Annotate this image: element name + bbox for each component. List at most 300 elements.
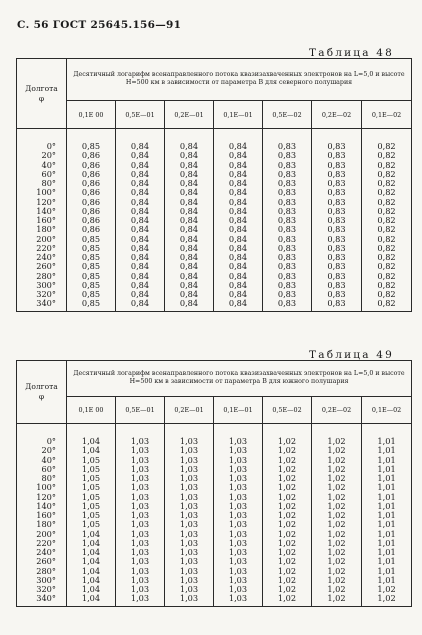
value-cell: 1,01 [362, 511, 412, 520]
value-cell: 0,84 [165, 188, 214, 197]
table-row [17, 179, 412, 188]
table-row [17, 576, 412, 585]
table-row [17, 502, 412, 511]
value-cell: 1,03 [214, 520, 263, 529]
value-cell: 0,83 [263, 244, 312, 253]
param-header: 0,1E—01 [214, 101, 263, 129]
value-cell: 0,84 [116, 235, 165, 244]
value-cell: 0,82 [362, 170, 412, 179]
value-cell: 0,83 [312, 262, 362, 271]
value-cell: 0,82 [362, 198, 412, 207]
value-cell: 1,02 [263, 557, 312, 566]
value-cell: 1,04 [67, 557, 116, 566]
value-cell: 1,02 [312, 446, 362, 455]
longitude-cell: 180° [17, 520, 67, 529]
value-cell: 0,84 [116, 198, 165, 207]
longitude-cell: 0° [17, 424, 67, 447]
value-cell: 1,01 [362, 465, 412, 474]
value-cell: 1,03 [116, 539, 165, 548]
value-cell: 0,83 [312, 235, 362, 244]
table-row [17, 511, 412, 520]
value-cell: 1,03 [116, 576, 165, 585]
table-row [17, 493, 412, 502]
value-cell: 0,83 [312, 207, 362, 216]
value-cell: 1,03 [165, 474, 214, 483]
value-cell: 1,03 [214, 530, 263, 539]
longitude-cell: 100° [17, 188, 67, 197]
value-cell: 1,02 [263, 511, 312, 520]
value-cell: 0,84 [165, 170, 214, 179]
value-cell: 1,01 [362, 520, 412, 529]
value-cell: 1,02 [263, 585, 312, 594]
value-cell: 0,86 [67, 179, 116, 188]
param-header: 0,5E—01 [116, 101, 165, 129]
value-cell: 1,01 [362, 424, 412, 447]
value-cell: 0,84 [116, 179, 165, 188]
table-49-grid [16, 360, 412, 607]
value-cell: 1,01 [362, 530, 412, 539]
value-cell: 0,82 [362, 262, 412, 271]
value-cell: 0,82 [362, 188, 412, 197]
value-cell: 1,03 [165, 585, 214, 594]
value-cell: 1,02 [263, 594, 312, 606]
value-cell: 1,01 [362, 567, 412, 576]
value-cell: 0,85 [67, 290, 116, 299]
value-cell: 0,83 [263, 151, 312, 160]
longitude-header [17, 59, 67, 129]
value-cell: 0,83 [312, 244, 362, 253]
value-cell: 1,03 [116, 456, 165, 465]
value-cell: 1,02 [263, 474, 312, 483]
longitude-cell: 200° [17, 530, 67, 539]
value-cell: 1,05 [67, 493, 116, 502]
value-cell: 1,03 [165, 511, 214, 520]
value-cell: 0,83 [312, 179, 362, 188]
longitude-cell: 320° [17, 290, 67, 299]
longitude-cell: 300° [17, 281, 67, 290]
table-row [17, 216, 412, 225]
value-cell: 0,85 [67, 299, 116, 311]
value-cell: 0,83 [312, 290, 362, 299]
longitude-cell: 60° [17, 170, 67, 179]
value-cell: 0,84 [165, 129, 214, 152]
param-header: 0,1E—01 [214, 397, 263, 424]
table-row [17, 530, 412, 539]
table-48-title: Таблица 48 [309, 47, 394, 59]
value-cell: 0,84 [214, 281, 263, 290]
value-cell: 0,84 [214, 161, 263, 170]
longitude-cell: 100° [17, 483, 67, 492]
param-header: 0,1E 00 [67, 397, 116, 424]
value-cell: 1,02 [263, 548, 312, 557]
longitude-cell: 160° [17, 216, 67, 225]
table-row [17, 151, 412, 160]
value-cell: 1,02 [312, 465, 362, 474]
value-cell: 0,84 [214, 198, 263, 207]
value-cell: 0,83 [263, 161, 312, 170]
value-cell: 1,02 [312, 456, 362, 465]
value-cell: 1,04 [67, 424, 116, 447]
value-cell: 1,03 [165, 483, 214, 492]
value-cell: 0,82 [362, 161, 412, 170]
value-cell: 1,03 [165, 493, 214, 502]
value-cell: 1,03 [116, 567, 165, 576]
longitude-cell: 280° [17, 567, 67, 576]
value-cell: 0,85 [67, 129, 116, 152]
value-cell: 1,03 [116, 520, 165, 529]
value-cell: 0,84 [116, 188, 165, 197]
value-cell: 1,03 [116, 474, 165, 483]
value-cell: 0,84 [116, 262, 165, 271]
value-cell: 0,84 [165, 161, 214, 170]
value-cell: 0,84 [214, 216, 263, 225]
value-cell: 0,84 [165, 151, 214, 160]
value-cell: 1,03 [116, 548, 165, 557]
value-cell: 0,85 [67, 272, 116, 281]
value-cell: 1,04 [67, 585, 116, 594]
longitude-cell: 340° [17, 594, 67, 606]
table-row [17, 129, 412, 152]
value-cell: 1,02 [312, 530, 362, 539]
value-cell: 1,02 [312, 511, 362, 520]
value-cell: 0,84 [165, 179, 214, 188]
value-cell: 0,84 [214, 290, 263, 299]
table-caption: Десятичный логарифм всенаправленного потока квазизахваченных электронов на L=5,0 и высоте H=500 км в зависимости от параметра B для южного полушария [67, 361, 412, 397]
value-cell: 0,82 [362, 253, 412, 262]
table-row [17, 424, 412, 447]
table-row [17, 198, 412, 207]
value-cell: 0,83 [263, 179, 312, 188]
value-cell: 1,03 [214, 548, 263, 557]
value-cell: 1,02 [263, 424, 312, 447]
value-cell: 0,82 [362, 129, 412, 152]
value-cell: 0,84 [116, 216, 165, 225]
value-cell: 1,04 [67, 539, 116, 548]
value-cell: 1,02 [263, 483, 312, 492]
value-cell: 1,04 [67, 548, 116, 557]
param-header: 0,1E—02 [362, 101, 412, 129]
table-row [17, 465, 412, 474]
value-cell: 0,84 [116, 151, 165, 160]
value-cell: 0,84 [165, 262, 214, 271]
value-cell: 1,05 [67, 465, 116, 474]
value-cell: 1,03 [165, 594, 214, 606]
value-cell: 0,84 [116, 281, 165, 290]
value-cell: 0,83 [263, 216, 312, 225]
value-cell: 1,02 [312, 557, 362, 566]
longitude-cell: 0° [17, 129, 67, 152]
value-cell: 0,85 [67, 253, 116, 262]
value-cell: 0,84 [116, 129, 165, 152]
value-cell: 0,83 [263, 198, 312, 207]
value-cell: 1,03 [214, 585, 263, 594]
value-cell: 1,03 [165, 539, 214, 548]
value-cell: 1,02 [312, 502, 362, 511]
value-cell: 0,84 [165, 290, 214, 299]
value-cell: 0,83 [312, 299, 362, 311]
value-cell: 1,02 [263, 576, 312, 585]
value-cell: 0,84 [165, 235, 214, 244]
value-cell: 1,03 [214, 539, 263, 548]
value-cell: 0,83 [263, 129, 312, 152]
value-cell: 0,83 [263, 225, 312, 234]
value-cell: 0,84 [165, 253, 214, 262]
param-header: 0,5E—02 [263, 397, 312, 424]
value-cell: 0,82 [362, 299, 412, 311]
value-cell: 0,84 [165, 299, 214, 311]
value-cell: 1,03 [165, 530, 214, 539]
value-cell: 0,84 [116, 290, 165, 299]
value-cell: 0,86 [67, 225, 116, 234]
value-cell: 1,03 [116, 465, 165, 474]
value-cell: 1,03 [165, 446, 214, 455]
value-cell: 0,84 [165, 216, 214, 225]
longitude-cell: 60° [17, 465, 67, 474]
param-header: 0,2E—01 [165, 397, 214, 424]
value-cell: 0,84 [214, 299, 263, 311]
longitude-cell: 180° [17, 225, 67, 234]
value-cell: 0,84 [165, 281, 214, 290]
value-cell: 1,04 [67, 530, 116, 539]
value-cell: 1,02 [263, 567, 312, 576]
value-cell: 1,03 [165, 548, 214, 557]
value-cell: 0,83 [263, 299, 312, 311]
value-cell: 1,03 [214, 567, 263, 576]
value-cell: 1,03 [165, 576, 214, 585]
value-cell: 1,02 [312, 594, 362, 606]
table-row [17, 548, 412, 557]
value-cell: 0,84 [214, 170, 263, 179]
value-cell: 0,86 [67, 188, 116, 197]
value-cell: 1,01 [362, 539, 412, 548]
longitude-cell: 340° [17, 299, 67, 311]
table-48-grid [16, 58, 412, 312]
value-cell: 0,83 [312, 253, 362, 262]
value-cell: 0,84 [214, 129, 263, 152]
value-cell: 1,02 [263, 502, 312, 511]
value-cell: 0,82 [362, 179, 412, 188]
value-cell: 1,03 [214, 483, 263, 492]
value-cell: 1,03 [214, 511, 263, 520]
value-cell: 0,84 [214, 235, 263, 244]
param-header: 0,2E—01 [165, 101, 214, 129]
value-cell: 1,03 [116, 502, 165, 511]
value-cell: 1,02 [312, 585, 362, 594]
value-cell: 0,83 [312, 161, 362, 170]
table-48-body [17, 129, 412, 312]
value-cell: 1,02 [312, 424, 362, 447]
value-cell: 0,83 [263, 290, 312, 299]
longitude-cell: 320° [17, 585, 67, 594]
param-header: 0,5E—02 [263, 101, 312, 129]
value-cell: 0,86 [67, 161, 116, 170]
value-cell: 1,03 [165, 567, 214, 576]
value-cell: 1,01 [362, 493, 412, 502]
value-cell: 1,01 [362, 548, 412, 557]
table-49-body [17, 424, 412, 607]
value-cell: 1,02 [263, 465, 312, 474]
value-cell: 0,86 [67, 207, 116, 216]
value-cell: 1,03 [116, 530, 165, 539]
table-row [17, 539, 412, 548]
value-cell: 1,03 [116, 424, 165, 447]
value-cell: 1,03 [165, 456, 214, 465]
value-cell: 1,05 [67, 520, 116, 529]
value-cell: 1,03 [214, 424, 263, 447]
table-row [17, 235, 412, 244]
longitude-cell: 140° [17, 502, 67, 511]
longitude-cell: 20° [17, 151, 67, 160]
table-49 [16, 360, 411, 607]
value-cell: 0,83 [312, 225, 362, 234]
value-cell: 1,02 [312, 474, 362, 483]
table-row [17, 290, 412, 299]
value-cell: 1,01 [362, 576, 412, 585]
value-cell: 0,85 [67, 262, 116, 271]
longitude-cell: 40° [17, 456, 67, 465]
table-caption: Десятичный логарифм всенаправленного потока квазизахваченных электронов на L=5,0 и высоте H=500 км в зависимости от параметра B для северного полушария [67, 59, 412, 101]
value-cell: 1,03 [165, 502, 214, 511]
value-cell: 0,86 [67, 198, 116, 207]
longitude-cell: 260° [17, 557, 67, 566]
table-row [17, 188, 412, 197]
value-cell: 0,84 [165, 207, 214, 216]
value-cell: 0,84 [165, 244, 214, 253]
value-cell: 0,82 [362, 244, 412, 253]
value-cell: 1,02 [312, 539, 362, 548]
value-cell: 0,86 [67, 170, 116, 179]
value-cell: 1,02 [362, 585, 412, 594]
value-cell: 1,03 [214, 446, 263, 455]
longitude-cell: 260° [17, 262, 67, 271]
value-cell: 0,83 [263, 281, 312, 290]
value-cell: 0,82 [362, 225, 412, 234]
param-header: 0,1E 00 [67, 101, 116, 129]
value-cell: 0,83 [263, 262, 312, 271]
table-row [17, 253, 412, 262]
value-cell: 1,01 [362, 474, 412, 483]
value-cell: 1,03 [116, 446, 165, 455]
table-row [17, 207, 412, 216]
value-cell: 0,85 [67, 244, 116, 253]
table-48 [16, 58, 411, 312]
longitude-header [17, 361, 67, 424]
value-cell: 1,02 [312, 493, 362, 502]
table-row [17, 299, 412, 311]
value-cell: 0,84 [214, 151, 263, 160]
value-cell: 0,84 [214, 207, 263, 216]
value-cell: 1,03 [214, 474, 263, 483]
longitude-cell: 160° [17, 511, 67, 520]
value-cell: 1,01 [362, 502, 412, 511]
longitude-symbol: φ [38, 93, 45, 103]
value-cell: 1,02 [312, 548, 362, 557]
longitude-cell: 140° [17, 207, 67, 216]
value-cell: 1,02 [263, 493, 312, 502]
value-cell: 1,02 [263, 446, 312, 455]
value-cell: 0,84 [116, 225, 165, 234]
table-row [17, 170, 412, 179]
longitude-cell: 240° [17, 253, 67, 262]
value-cell: 0,83 [312, 272, 362, 281]
value-cell: 0,82 [362, 207, 412, 216]
value-cell: 1,02 [312, 576, 362, 585]
table-row [17, 446, 412, 455]
value-cell: 1,03 [165, 465, 214, 474]
value-cell: 0,83 [312, 216, 362, 225]
table-row [17, 225, 412, 234]
value-cell: 0,84 [116, 161, 165, 170]
value-cell: 0,82 [362, 290, 412, 299]
value-cell: 0,82 [362, 281, 412, 290]
value-cell: 1,05 [67, 502, 116, 511]
value-cell: 0,84 [214, 179, 263, 188]
table-row [17, 557, 412, 566]
value-cell: 1,05 [67, 474, 116, 483]
table-row [17, 161, 412, 170]
value-cell: 1,02 [263, 530, 312, 539]
value-cell: 0,83 [263, 253, 312, 262]
value-cell: 0,82 [362, 235, 412, 244]
value-cell: 1,04 [67, 576, 116, 585]
value-cell: 1,03 [116, 557, 165, 566]
value-cell: 0,84 [116, 170, 165, 179]
longitude-cell: 300° [17, 576, 67, 585]
value-cell: 0,84 [165, 272, 214, 281]
value-cell: 0,82 [362, 151, 412, 160]
value-cell: 0,84 [116, 207, 165, 216]
param-header: 0,5E—01 [116, 397, 165, 424]
value-cell: 1,03 [214, 557, 263, 566]
longitude-cell: 80° [17, 474, 67, 483]
value-cell: 0,83 [263, 188, 312, 197]
longitude-symbol: φ [38, 392, 45, 401]
value-cell: 1,03 [214, 465, 263, 474]
longitude-cell: 120° [17, 493, 67, 502]
value-cell: 0,83 [312, 188, 362, 197]
value-cell: 0,84 [116, 299, 165, 311]
value-cell: 0,84 [116, 272, 165, 281]
value-cell: 1,03 [214, 493, 263, 502]
table-row [17, 281, 412, 290]
table-row [17, 474, 412, 483]
value-cell: 1,03 [165, 557, 214, 566]
value-cell: 0,84 [116, 253, 165, 262]
value-cell: 1,04 [67, 567, 116, 576]
longitude-cell: 280° [17, 272, 67, 281]
table-row [17, 594, 412, 606]
longitude-cell: 20° [17, 446, 67, 455]
value-cell: 1,03 [116, 594, 165, 606]
param-header: 0,2E—02 [312, 101, 362, 129]
value-cell: 0,84 [214, 272, 263, 281]
longitude-cell: 40° [17, 161, 67, 170]
longitude-label: Долгота [25, 83, 58, 93]
value-cell: 0,83 [263, 235, 312, 244]
longitude-cell: 120° [17, 198, 67, 207]
value-cell: 1,02 [312, 483, 362, 492]
value-cell: 1,05 [67, 456, 116, 465]
value-cell: 1,01 [362, 456, 412, 465]
value-cell: 0,83 [312, 129, 362, 152]
value-cell: 1,02 [362, 594, 412, 606]
param-header: 0,2E—02 [312, 397, 362, 424]
table-row [17, 567, 412, 576]
value-cell: 0,86 [67, 216, 116, 225]
value-cell: 1,03 [116, 493, 165, 502]
value-cell: 0,82 [362, 216, 412, 225]
value-cell: 1,01 [362, 446, 412, 455]
